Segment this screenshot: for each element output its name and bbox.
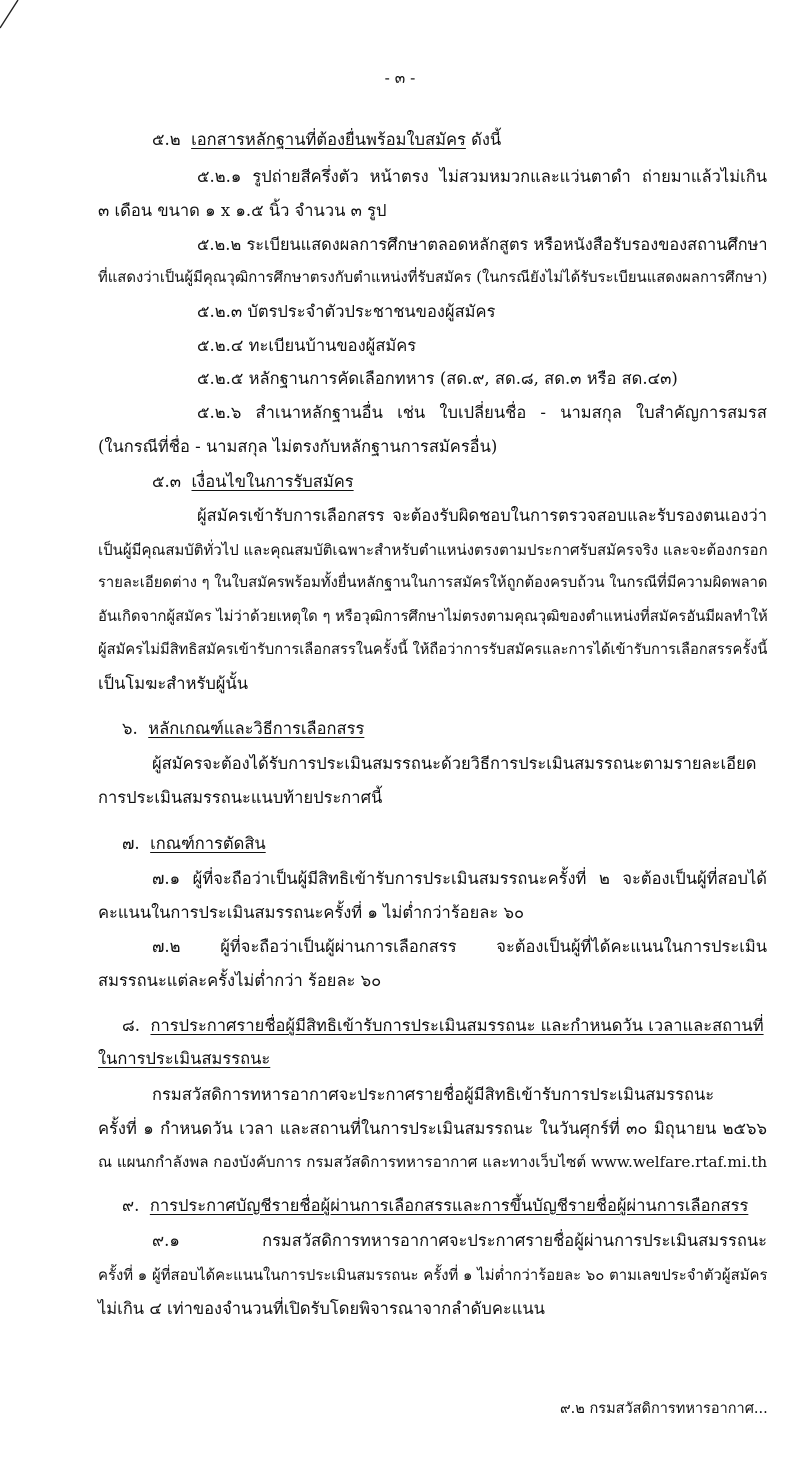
section-5-2-heading: ๕.๒ เอกสารหลักฐานที่ต้องยื่นพร้อมใบสมัคร ดังนี้ <box>152 130 502 149</box>
item-5-2-2-line-2: ที่แสดงว่าเป็นผู้มีคุณวุฒิการศึกษาตรงกับตำแหน่งที่รับสมัคร (ในกรณียังไม่ได้รับระเบียนแสดงผลการศึกษา) <box>98 269 768 286</box>
section-6-line-2: การประเมินสมรรถนะแนบท้ายประกาศนี้ <box>98 788 383 807</box>
condition-line-6: เป็นโมฆะสำหรับผู้นั้น <box>98 674 249 693</box>
item-5-2-5: ๕.๒.๕ หลักฐานการคัดเลือกทหาร (สด.๙, สด.๘, สด.๓ หรือ สด.๔๓) <box>197 369 678 388</box>
section-6-line-1: ผู้สมัครจะต้องได้รับการประเมินสมรรถนะด้วยวิธีการประเมินสมรรถนะตามรายละเอียด <box>152 754 757 773</box>
item-5-2-2-line-1: ๕.๒.๒ ระเบียนแสดงผลการศึกษาตลอดหลักสูตร หรือหนังสือรับรองของสถานศึกษา <box>197 235 768 254</box>
section-8-heading-line-1: ๘. การประกาศรายชื่อผู้มีสิทธิเข้ารับการประเมินสมรรถนะ และกำหนดวัน เวลาและสถานที่ <box>122 1016 764 1035</box>
page-number: - ๓ - <box>384 69 416 87</box>
item-5-2-1-line-1: ๕.๒.๑ รูปถ่ายสีครึ่งตัว หน้าตรง ไม่สวมหมวกและแว่นตาดำ ถ่ายมาแล้วไม่เกิน <box>197 167 767 186</box>
section-6-heading: ๖. หลักเกณฑ์และวิธีการเลือกสรร <box>122 719 365 738</box>
item-9-1-line-1: ๙.๑ กรมสวัสดิการทหารอากาศจะประกาศรายชื่อผู้ผ่านการประเมินสมรรถนะ <box>152 1231 767 1250</box>
condition-line-3: รายละเอียดต่าง ๆ ในใบสมัครพร้อมทั้งยื่นหลักฐานในการสมัครให้ถูกต้องครบถ้วน ในกรณีที่มีความผิดพลาด <box>98 574 768 591</box>
section-5-3-heading: ๕.๓ เงื่อนไขในการรับสมัคร <box>152 472 354 491</box>
item-9-1-line-2: ครั้งที่ ๑ ผู้ที่สอบได้คะแนนในการประเมินสมรรถนะ ครั้งที่ ๑ ไม่ต่ำกว่าร้อยละ ๖๐ ตามเลขประจำตัวผู้สมัคร <box>98 1266 768 1284</box>
item-7-1-line-1: ๗.๑ ผู้ที่จะถือว่าเป็นผู้มีสิทธิเข้ารับการประเมินสมรรถนะครั้งที่ ๒ จะต้องเป็นผู้ที่สอบได้ <box>152 869 767 888</box>
section-8-line-1: กรมสวัสดิการทหารอากาศจะประกาศรายชื่อผู้มีสิทธิเข้ารับการประเมินสมรรถนะ <box>152 1085 715 1104</box>
item-5-2-1-line-2: ๓ เดือน ขนาด ๑ x ๑.๕ นิ้ว จำนวน ๓ รูป <box>98 201 387 220</box>
condition-line-4: อันเกิดจากผู้สมัคร ไม่ว่าด้วยเหตุใด ๆ หรือวุฒิการศึกษาไม่ตรงตามคุณวุฒิของตำแหน่งที่สมัครอันมีผลทำให้ <box>98 608 768 625</box>
continuation-text: ๙.๒ กรมสวัสดิการทหารอากาศ... <box>560 1401 768 1417</box>
item-5-2-6-line-1: ๕.๒.๖ สำเนาหลักฐานอื่น เช่น ใบเปลี่ยนชื่อ - นามสกุล ใบสำคัญการสมรส <box>197 403 767 422</box>
section-8-line-2: ครั้งที่ ๑ กำหนดวัน เวลา และสถานที่ในการประเมินสมรรถนะ ในวันศุกร์ที่ ๓๐ มิถุนายน ๒๕๖๖ <box>98 1119 767 1138</box>
condition-line-2: เป็นผู้มีคุณสมบัติทั่วไป และคุณสมบัติเฉพาะสำหรับตำแหน่งตรงตามประกาศรับสมัครจริง และจะต้องกรอก <box>98 541 768 559</box>
section-7-heading: ๗. เกณฑ์การตัดสิน <box>122 834 266 853</box>
scan-corner-mark <box>0 0 22 30</box>
section-8-heading-line-2: ในการประเมินสมรรถนะ <box>98 1049 271 1068</box>
section-9-heading: ๙. การประกาศบัญชีรายชื่อผู้ผ่านการเลือกสรรและการขึ้นบัญชีรายชื่อผู้ผ่านการเลือกสรร <box>122 1196 749 1215</box>
item-7-1-line-2: คะแนนในการประเมินสมรรถนะครั้งที่ ๑ ไม่ต่ำกว่าร้อยละ ๖๐ <box>98 903 525 922</box>
item-5-2-6-line-2: (ในกรณีที่ชื่อ - นามสกุล ไม่ตรงกับหลักฐานการสมัครอื่น) <box>98 437 498 456</box>
item-9-1-line-3: ไม่เกิน ๔ เท่าของจำนวนที่เปิดรับโดยพิจารณาจากลำดับคะแนน <box>98 1299 545 1318</box>
condition-line-1: ผู้สมัครเข้ารับการเลือกสรร จะต้องรับผิดชอบในการตรวจสอบและรับรองตนเองว่า <box>197 506 767 525</box>
item-7-2-line-1: ๗.๒ ผู้ที่จะถือว่าเป็นผู้ผ่านการเลือกสรร จะต้องเป็นผู้ที่ได้คะแนนในการประเมิน <box>152 937 767 956</box>
item-7-2-line-2: สมรรถนะแต่ละครั้งไม่ต่ำกว่า ร้อยละ ๖๐ <box>98 971 382 990</box>
item-5-2-4: ๕.๒.๔ ทะเบียนบ้านของผู้สมัคร <box>197 336 417 355</box>
item-5-2-3: ๕.๒.๓ บัตรประจำตัวประชาชนของผู้สมัคร <box>197 302 496 321</box>
section-8-line-3: ณ แผนกกำลังพล กองบังคับการ กรมสวัสดิการทหารอากาศ และทางเว็บไซต์ www.welfare.rtaf.mi.th <box>98 1153 768 1171</box>
condition-line-5: ผู้สมัครไม่มีสิทธิสมัครเข้ารับการเลือกสรรในครั้งนี้ ให้ถือว่าการรับสมัครและการได้เข้ารับการเลือกสรรครั้งนี้ <box>98 641 768 658</box>
